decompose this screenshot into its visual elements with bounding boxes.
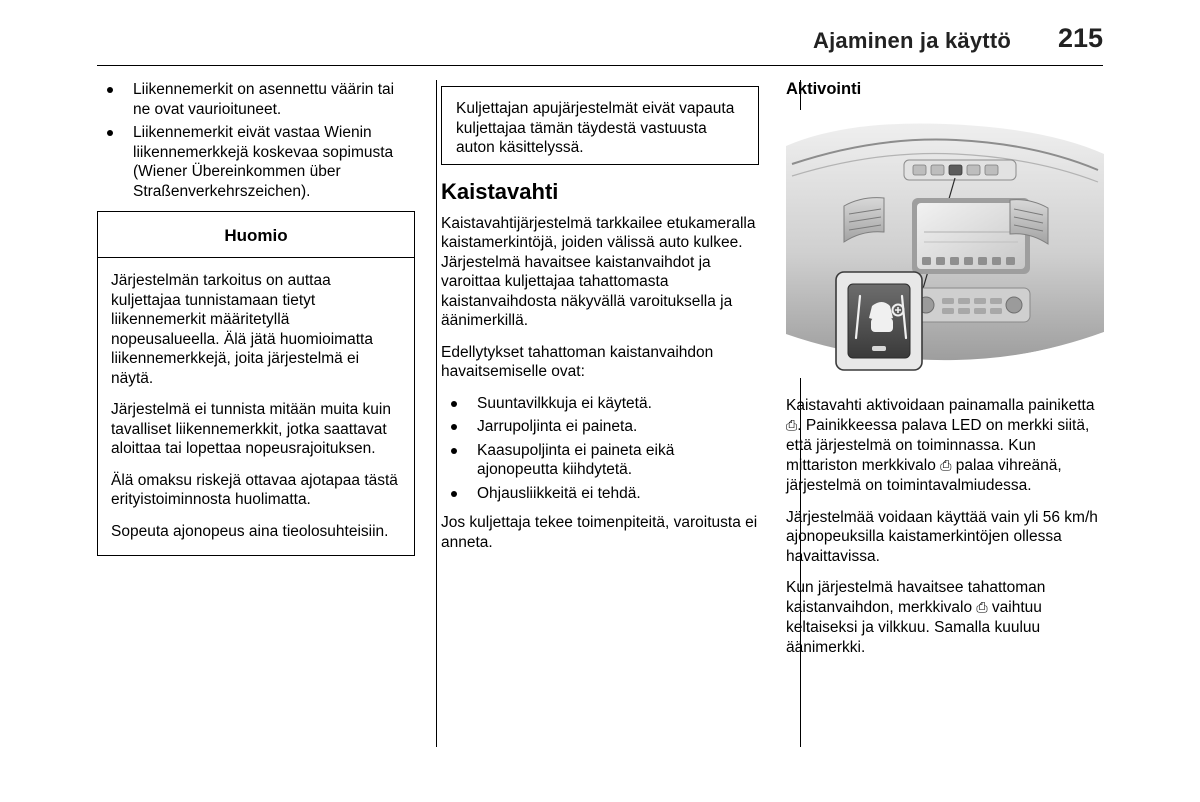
lane-assist-button-callout xyxy=(836,272,922,370)
notice-paragraph: Sopeuta ajonopeus aina tieolosuhteisiin. xyxy=(111,522,389,540)
paragraph-suffix: vaihtuu keltaiseksi ja vilkkuu. Samalla kuuluu äänimerkki. xyxy=(786,598,1042,656)
list-item: Ohjausliikkeitä ei tehdä. xyxy=(441,484,759,504)
page-title: Ajaminen ja käyttö xyxy=(813,28,1011,53)
column-divider-1 xyxy=(436,80,437,747)
notice-divider xyxy=(98,257,414,258)
notice-box-driver-assistance xyxy=(441,86,759,165)
paragraph-suffix: . Painikkeessa palava LED on merkki siitä, että järjestelmä on toiminnassa. Kun mittariston merkkivalo xyxy=(786,416,1090,474)
section-title-kaistavahti: Kaistavahti xyxy=(441,178,559,204)
paragraph-prefix: Kaistavahti aktivoidaan painamalla painiketta xyxy=(786,397,1095,414)
body-paragraph: Kaistavahtijärjestelmä tarkkailee etukameralla kaistamerkintöjä, joiden välissä auto kulkee. Järjestelmä havaitsee kaistanvaihdot ja varoittaa kuljettajaa tahattomasta kaistanvaihdosta näkyvällä varoituksella ja äänimerkillä. xyxy=(441,214,756,329)
column-3 xyxy=(786,80,1104,669)
lane-assist-indicator-icon: ⎙ xyxy=(976,599,988,616)
dashboard-illustration xyxy=(786,110,1104,378)
body-paragraph-warning xyxy=(786,578,1104,657)
list-item: Jarrupoljinta ei paineta. xyxy=(441,417,759,437)
column-2 xyxy=(441,80,759,564)
sub-title-aktivointi: Aktivointi xyxy=(786,80,862,98)
header-rule xyxy=(97,65,1103,66)
notice-title: Huomio xyxy=(224,226,288,245)
page-number: 215 xyxy=(1057,23,1103,53)
bullet-list-warnings xyxy=(97,80,415,201)
list-item: Liikennemerkit on asennettu väärin tai ne ovat vaurioituneet. xyxy=(97,80,415,119)
lane-assist-button-icon: ⎙ xyxy=(786,417,798,434)
paragraph-prefix: Kun järjestelmä havaitsee tahattoman kaistanvaihdon, merkkivalo xyxy=(786,579,1046,616)
lane-assist-indicator-icon: ⎙ xyxy=(940,457,952,474)
dashboard-figure-svg xyxy=(786,110,1104,378)
list-item: Suuntavilkkuja ei käytetä. xyxy=(441,394,759,414)
notice-paragraph: Järjestelmä ei tunnista mitään muita kuin tavalliset liikennemerkkit, jotka saattavat aloittaa tai lopettaa nopeusrajoituksen. xyxy=(111,401,391,457)
body-paragraph: Jos kuljettaja tekee toimenpiteitä, varoitusta ei anneta. xyxy=(441,514,758,551)
column-1 xyxy=(97,80,415,556)
body-paragraph: Edellytykset tahattoman kaistanvaihdon havaitsemiselle ovat: xyxy=(441,343,714,380)
body-paragraph-activation xyxy=(786,396,1104,496)
notice-paragraph: Älä omaksu riskejä ottavaa ajotapaa tästä erityistoiminnosta huolimatta. xyxy=(111,471,398,508)
paragraph-suffix-2: palaa vihreänä, järjestelmä on toimintavalmiudessa. xyxy=(786,456,1062,494)
list-item: Liikennemerkit eivät vastaa Wienin liikennemerkkejä koskevaa sopimusta (Wiener Übereinkommen über Straßenverkehrszeichen). xyxy=(97,123,415,201)
notice-paragraph: Järjestelmän tarkoitus on auttaa kuljettajaa tunnistamaan tietyt liikennemerkit määritetyllä nopeusalueella. Älä jätä huomioimatta liikennemerkkejä, joita järjestelmä ei näytä. xyxy=(111,272,373,387)
notice-paragraph: Kuljettajan apujärjestelmät eivät vapauta kuljettajaa tämän täydestä vastuusta auton käsittelyssä. xyxy=(456,100,735,156)
notice-box-huomio xyxy=(97,211,415,556)
list-item: Kaasupoljinta ei paineta eikä ajonopeutta kiihdytetä. xyxy=(441,441,759,480)
page-header xyxy=(97,23,1103,70)
body-paragraph-speed: Järjestelmää voidaan käyttää vain yli 56 km/h ajonopeuksilla kaistamerkintöjen ollessa havaittavissa. xyxy=(786,508,1098,565)
bullet-list-conditions xyxy=(441,394,759,504)
